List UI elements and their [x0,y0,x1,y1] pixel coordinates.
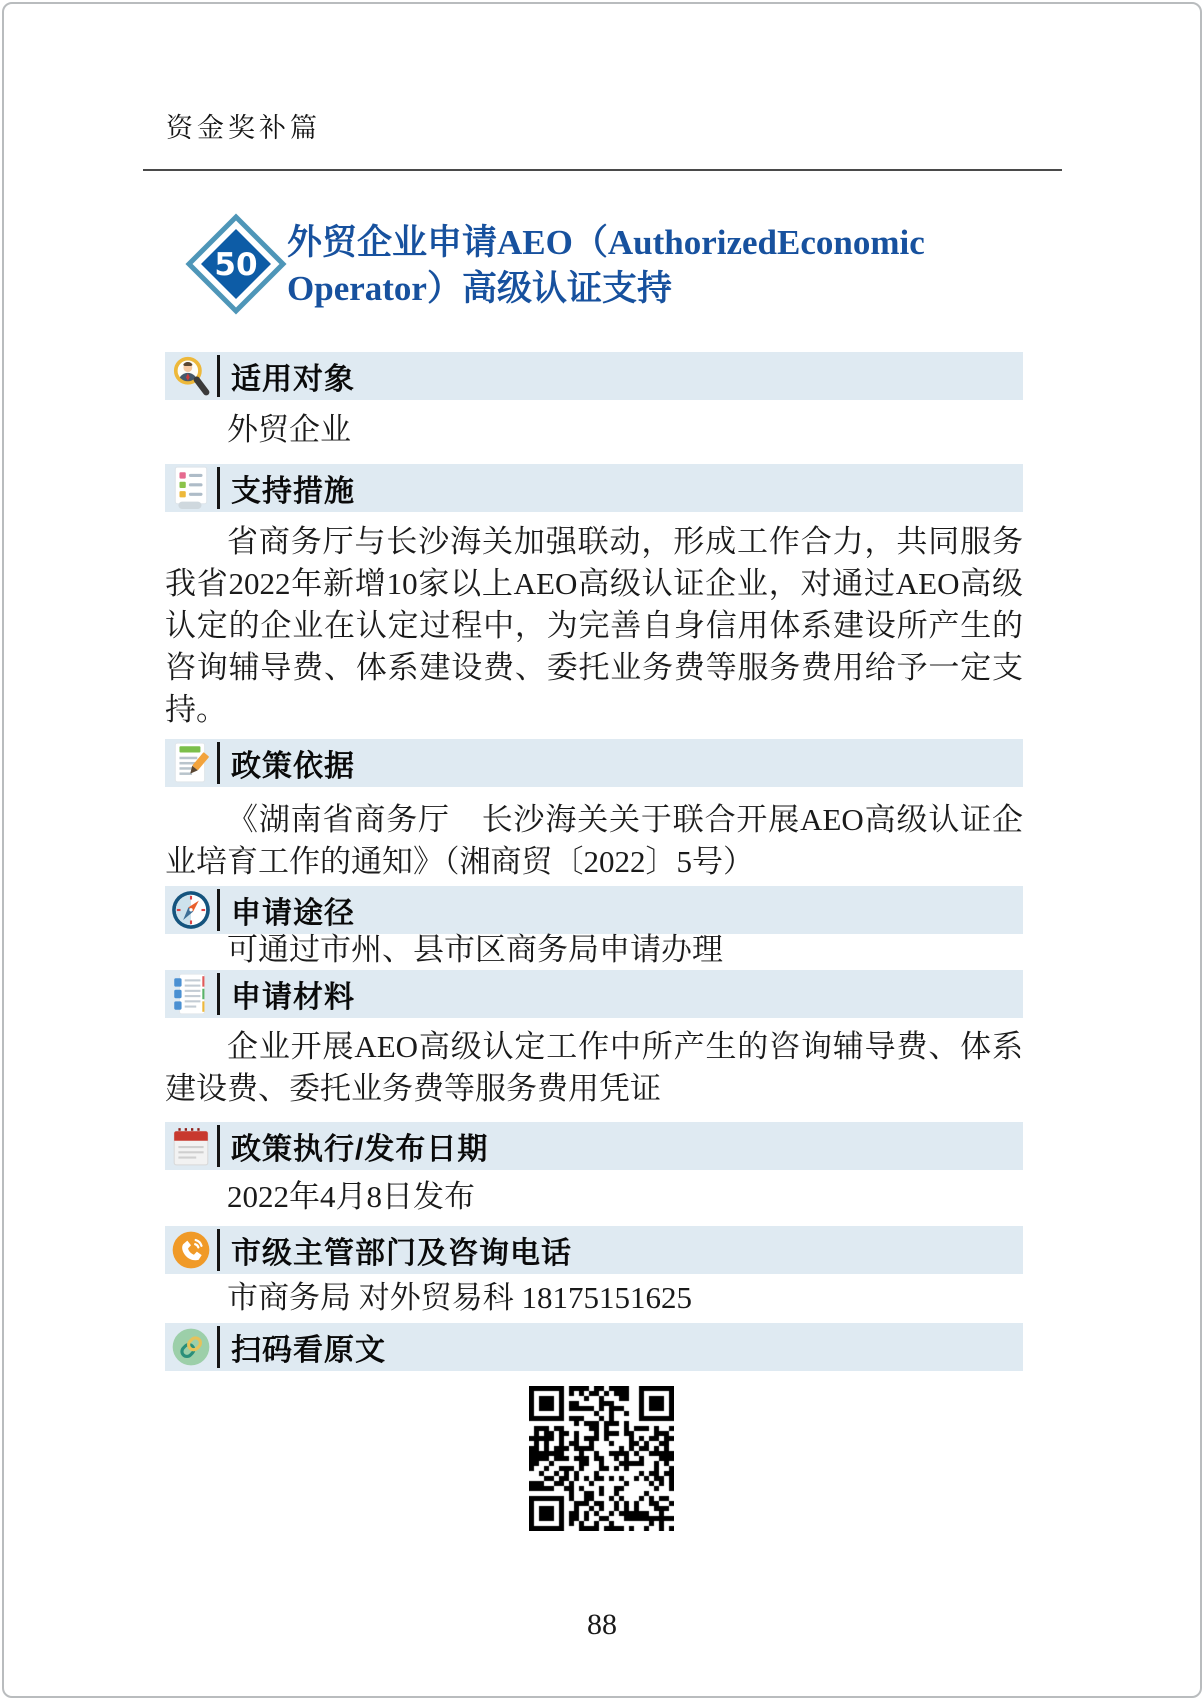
section-bar-policy-basis [165,739,1023,787]
bar-divider [217,889,220,931]
calendar-icon [165,1122,217,1170]
badge-number: 50 [214,247,258,283]
section-bar-applicable-objects [165,352,1023,400]
policy-title [287,220,987,312]
bar-divider [217,467,220,509]
chapter-header: 资金奖补篇 [166,113,321,143]
support-measures-text: 省商务厅与长沙海关加强联动，形成工作合力，共同服务我省2022年新增10家以上AEO高级认证企业，对通过AEO高级认定的企业在认定过程中，为完善自身信用体系建设所产生的咨询辅导费、体系建设费、委托业务费等服务费用给予一定支持。 [165,524,1023,727]
section-title: 申请材料 [231,981,355,1014]
section-title: 扫码看原文 [231,1334,386,1367]
section-bar-contact-phone [165,1226,1023,1274]
bar-divider [217,355,220,397]
section-title: 政策执行/发布日期 [231,1133,489,1166]
section-title: 市级主管部门及咨询电话 [231,1237,572,1270]
qr-code [529,1386,674,1531]
checklist-icon [165,464,217,512]
section-bar-scan-qr [165,1323,1023,1371]
section-bar-support-measures [165,464,1023,512]
section-bar-application-materials [165,970,1023,1018]
policy-title-line2: Operator）高级认证支持 [287,269,672,308]
page-number: 88 [587,1608,617,1641]
section-title: 支持措施 [231,475,355,508]
application-materials-text: 企业开展AEO高级认定工作中所产生的咨询辅导费、体系建设费、委托业务费等服务费用凭证 [165,1029,1023,1106]
item-number-badge [181,208,291,320]
bar-divider [217,1326,220,1368]
section-title: 申请途径 [231,897,355,930]
policy-basis-text: 《湖南省商务厅 长沙海关关于联合开展AEO高级认证企业培育工作的通知》（湘商贸〔2022〕5号） [165,802,1023,879]
section-bar-policy-date [165,1122,1023,1170]
applicable-objects-text: 外贸企业 [227,412,351,447]
phone-icon [165,1226,217,1274]
application-channel-text: 可通过市州、县市区商务局申请办理 [227,932,723,967]
policy-date-text: 2022年4月8日发布 [227,1179,475,1214]
contact-phone-text: 市商务局 对外贸易科 18175151625 [227,1280,692,1315]
section-title: 适用对象 [231,363,355,396]
section-title: 政策依据 [231,750,355,783]
bar-divider [217,742,220,784]
bar-divider [217,1125,220,1167]
qr-link-icon [165,1323,217,1371]
bar-divider [217,973,220,1015]
document-pencil-icon [165,739,217,787]
policy-title-line1: 外贸企业申请AEO（AuthorizedEconomic [287,223,925,262]
header-rule [143,169,1062,171]
bar-divider [217,1229,220,1271]
compass-icon [165,886,217,934]
notebook-icon [165,970,217,1018]
person-search-icon [165,352,217,400]
section-bar-application-channel [165,886,1023,934]
